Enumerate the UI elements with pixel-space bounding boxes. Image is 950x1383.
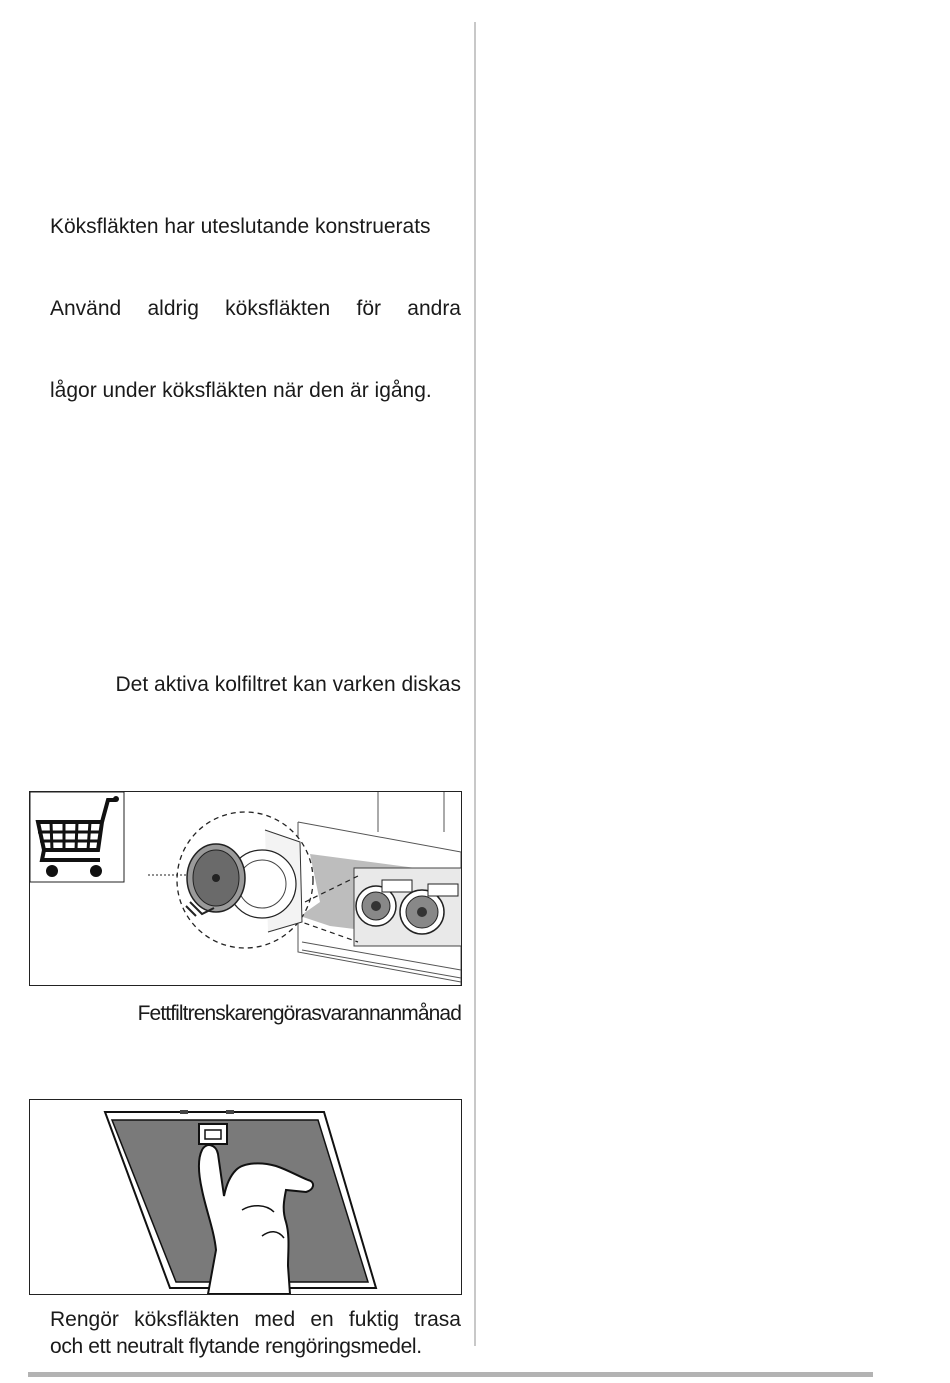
footer-rule <box>28 1372 873 1377</box>
text-line-detergent: och ett neutralt flytande rengöringsmedel. <box>50 1335 422 1358</box>
text-line-never-use: Använd aldrig köksfläkten för andra <box>50 297 461 320</box>
fan-unit <box>354 868 461 946</box>
grease-filter-figure <box>29 1099 462 1295</box>
text-line-grease-filter: Fettfiltrenskarengörasvarannanmånad <box>137 1002 461 1025</box>
carbon-filter-illustration <box>30 792 461 985</box>
text-line-clean-cloth: Rengör köksfläkten med en fuktig trasa <box>50 1308 461 1331</box>
text-line-flames: lågor under köksfläkten när den är igång. <box>50 379 432 402</box>
text-line-construction: Köksfläkten har uteslutande konstruerats <box>50 215 431 238</box>
shopping-cart-icon <box>30 792 124 882</box>
carbon-filter-figure <box>29 791 462 986</box>
column-divider <box>474 22 476 1346</box>
text-line-carbon-filter: Det aktiva kolfiltret kan varken diskas <box>115 673 461 696</box>
grease-filter-illustration <box>30 1100 461 1294</box>
